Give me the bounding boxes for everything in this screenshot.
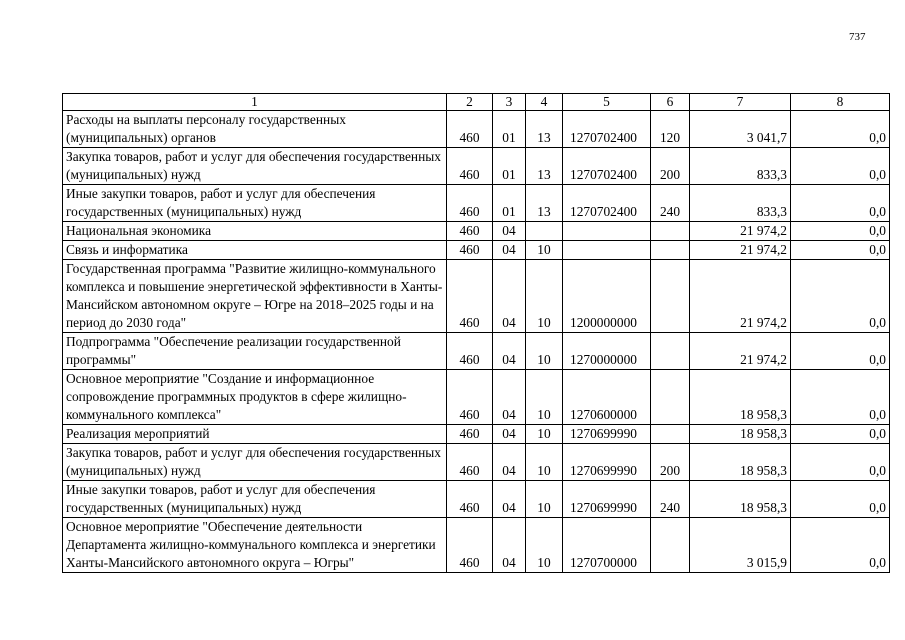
subsection-code: 10 <box>526 241 563 260</box>
subsection-code: 13 <box>526 111 563 148</box>
amount: 21 974,2 <box>690 241 791 260</box>
amount-federal: 0,0 <box>791 148 890 185</box>
header-cell: 8 <box>791 94 890 111</box>
target-article-code: 1270000000 <box>563 333 651 370</box>
subsection-code: 10 <box>526 370 563 425</box>
section-code: 04 <box>493 333 526 370</box>
subsection-code: 13 <box>526 185 563 222</box>
header-cell: 1 <box>63 94 447 111</box>
amount-federal: 0,0 <box>791 185 890 222</box>
admin-code: 460 <box>447 260 493 333</box>
expense-type-code: 240 <box>651 481 690 518</box>
amount-federal: 0,0 <box>791 444 890 481</box>
table-row <box>63 425 890 444</box>
amount-federal: 0,0 <box>791 518 890 573</box>
subsection-code <box>526 222 563 241</box>
expense-name: Национальная экономика <box>63 222 447 241</box>
header-cell: 7 <box>690 94 791 111</box>
subsection-code: 10 <box>526 260 563 333</box>
section-code: 04 <box>493 425 526 444</box>
amount-federal: 0,0 <box>791 333 890 370</box>
expense-type-code <box>651 425 690 444</box>
header-cell: 6 <box>651 94 690 111</box>
section-code: 04 <box>493 222 526 241</box>
table-row <box>63 222 890 241</box>
page-number: 737 <box>849 31 866 43</box>
amount-federal: 0,0 <box>791 111 890 148</box>
amount: 21 974,2 <box>690 222 791 241</box>
amount-federal: 0,0 <box>791 481 890 518</box>
admin-code: 460 <box>447 518 493 573</box>
table-row <box>63 333 890 370</box>
target-article-code: 1270702400 <box>563 111 651 148</box>
admin-code: 460 <box>447 425 493 444</box>
header-cell: 3 <box>493 94 526 111</box>
section-code: 04 <box>493 444 526 481</box>
amount-federal: 0,0 <box>791 222 890 241</box>
section-code: 01 <box>493 185 526 222</box>
expense-type-code <box>651 222 690 241</box>
target-article-code <box>563 241 651 260</box>
target-article-code: 1270699990 <box>563 444 651 481</box>
admin-code: 460 <box>447 481 493 518</box>
table-header-row <box>63 94 890 111</box>
admin-code: 460 <box>447 222 493 241</box>
expense-type-code: 240 <box>651 185 690 222</box>
table-row <box>63 241 890 260</box>
admin-code: 460 <box>447 185 493 222</box>
expense-name: Реализация мероприятий <box>63 425 447 444</box>
table-row <box>63 148 890 185</box>
amount: 3 015,9 <box>690 518 791 573</box>
amount-federal: 0,0 <box>791 260 890 333</box>
table-row <box>63 444 890 481</box>
table-row <box>63 260 890 333</box>
header-cell: 2 <box>447 94 493 111</box>
table-row <box>63 111 890 148</box>
amount: 18 958,3 <box>690 370 791 425</box>
section-code: 04 <box>493 481 526 518</box>
admin-code: 460 <box>447 333 493 370</box>
target-article-code <box>563 222 651 241</box>
subsection-code: 10 <box>526 333 563 370</box>
expense-name: Иные закупки товаров, работ и услуг для обеспечения государственных (муниципальных) нужд <box>63 481 447 518</box>
expense-name: Расходы на выплаты персоналу государственных (муниципальных) органов <box>63 111 447 148</box>
section-code: 04 <box>493 518 526 573</box>
header-cell: 5 <box>563 94 651 111</box>
amount: 3 041,7 <box>690 111 791 148</box>
subsection-code: 10 <box>526 425 563 444</box>
admin-code: 460 <box>447 444 493 481</box>
table-row <box>63 481 890 518</box>
expense-type-code <box>651 333 690 370</box>
expense-type-code <box>651 370 690 425</box>
expense-name: Основное мероприятие "Обеспечение деятельности Департамента жилищно-коммунального комплекса и энергетики Ханты-Мансийского автономного округа – Югры" <box>63 518 447 573</box>
expense-type-code <box>651 518 690 573</box>
amount-federal: 0,0 <box>791 425 890 444</box>
amount-federal: 0,0 <box>791 370 890 425</box>
expense-name: Связь и информатика <box>63 241 447 260</box>
expense-name: Подпрограмма "Обеспечение реализации государственной программы" <box>63 333 447 370</box>
expense-type-code: 120 <box>651 111 690 148</box>
target-article-code: 1270699990 <box>563 481 651 518</box>
amount: 833,3 <box>690 148 791 185</box>
target-article-code: 1270700000 <box>563 518 651 573</box>
section-code: 04 <box>493 260 526 333</box>
table-row <box>63 185 890 222</box>
expense-name: Государственная программа "Развитие жилищно-коммунального комплекса и повышение энергетической эффективности в Ханты-Мансийском автономном округе – Югре на 2018–2025 годы и на период до 2030 года" <box>63 260 447 333</box>
section-code: 04 <box>493 370 526 425</box>
header-cell: 4 <box>526 94 563 111</box>
admin-code: 460 <box>447 370 493 425</box>
amount: 18 958,3 <box>690 481 791 518</box>
table-row <box>63 370 890 425</box>
admin-code: 460 <box>447 148 493 185</box>
expense-name: Закупка товаров, работ и услуг для обеспечения государственных (муниципальных) нужд <box>63 444 447 481</box>
expense-type-code <box>651 260 690 333</box>
expense-name: Закупка товаров, работ и услуг для обеспечения государственных (муниципальных) нужд <box>63 148 447 185</box>
target-article-code: 1270699990 <box>563 425 651 444</box>
amount: 833,3 <box>690 185 791 222</box>
expense-type-code: 200 <box>651 444 690 481</box>
expense-type-code <box>651 241 690 260</box>
admin-code: 460 <box>447 241 493 260</box>
table-row <box>63 518 890 573</box>
amount: 18 958,3 <box>690 425 791 444</box>
subsection-code: 10 <box>526 481 563 518</box>
section-code: 04 <box>493 241 526 260</box>
amount: 21 974,2 <box>690 333 791 370</box>
expense-type-code: 200 <box>651 148 690 185</box>
expense-name: Основное мероприятие "Создание и информационное сопровождение программных продуктов в сфере жилищно-коммунального комплекса" <box>63 370 447 425</box>
target-article-code: 1270600000 <box>563 370 651 425</box>
amount-federal: 0,0 <box>791 241 890 260</box>
budget-table <box>62 93 890 573</box>
amount: 21 974,2 <box>690 260 791 333</box>
amount: 18 958,3 <box>690 444 791 481</box>
admin-code: 460 <box>447 111 493 148</box>
section-code: 01 <box>493 111 526 148</box>
target-article-code: 1200000000 <box>563 260 651 333</box>
target-article-code: 1270702400 <box>563 185 651 222</box>
expense-name: Иные закупки товаров, работ и услуг для обеспечения государственных (муниципальных) нужд <box>63 185 447 222</box>
subsection-code: 10 <box>526 444 563 481</box>
subsection-code: 10 <box>526 518 563 573</box>
subsection-code: 13 <box>526 148 563 185</box>
section-code: 01 <box>493 148 526 185</box>
target-article-code: 1270702400 <box>563 148 651 185</box>
